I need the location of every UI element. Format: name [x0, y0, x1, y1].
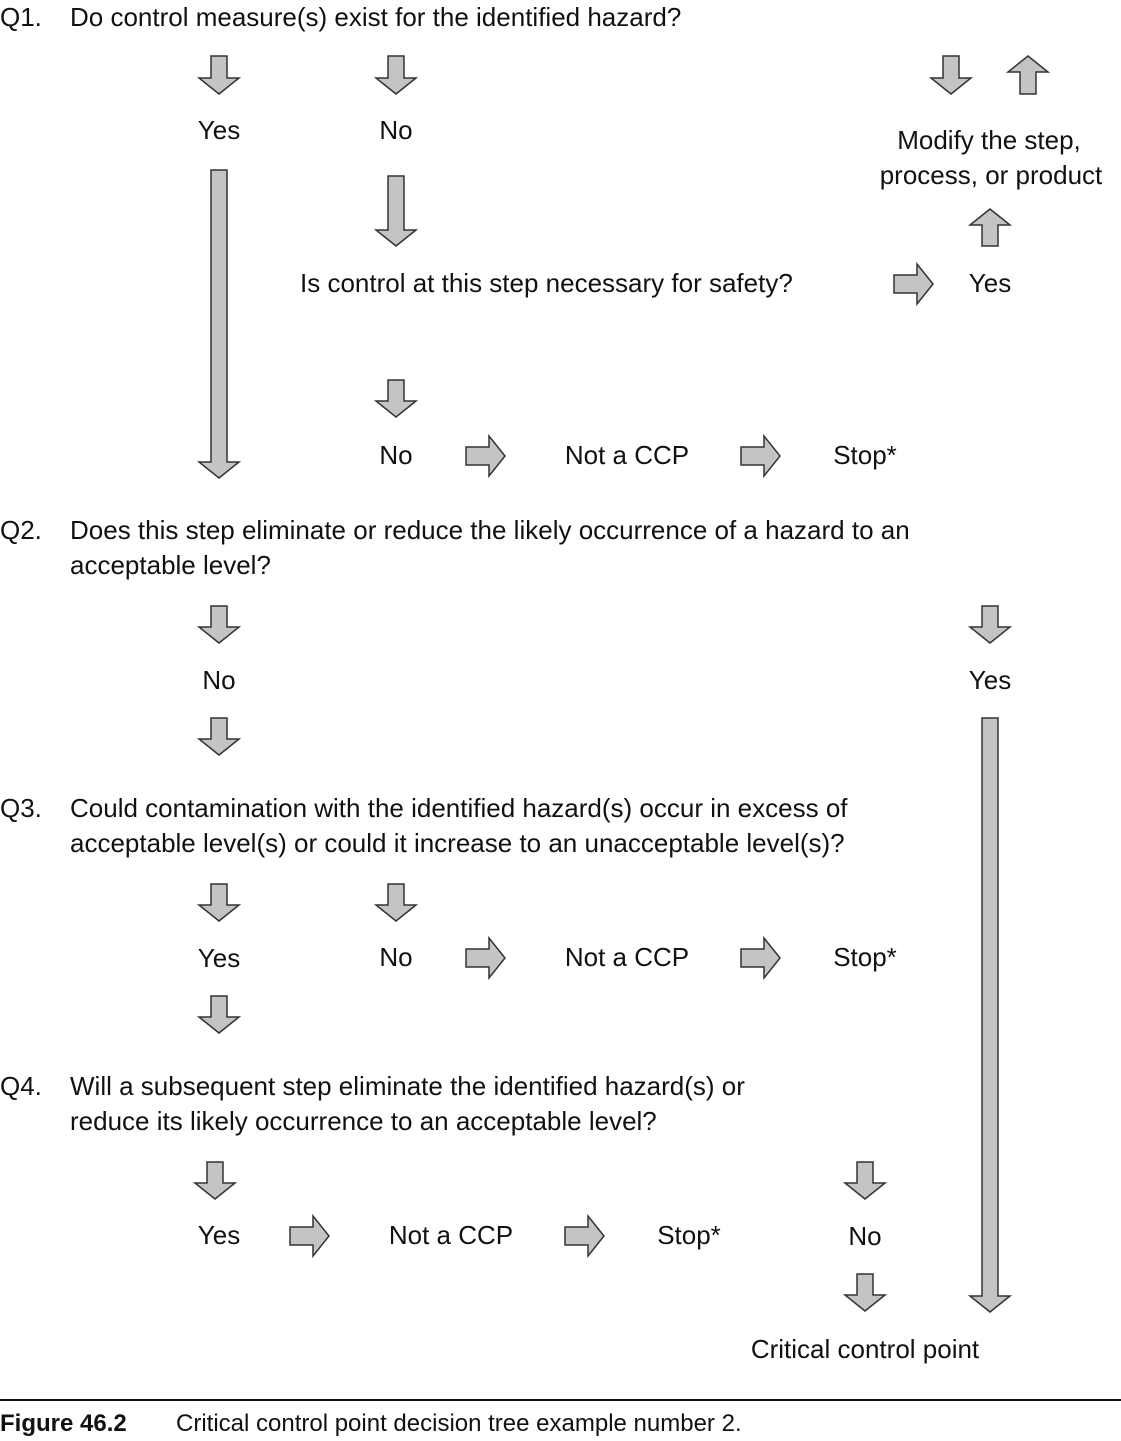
q2-label: Q2. — [0, 515, 42, 545]
down-arrow-q1-no — [376, 56, 416, 94]
right-arrow-to-not-ccp-2 — [466, 938, 505, 978]
down-arrow-q4-yes — [195, 1162, 235, 1199]
q4-no-label: No — [848, 1221, 882, 1251]
q2-no-label: No — [202, 665, 236, 695]
safety-yes-label: Yes — [968, 268, 1012, 298]
down-arrow-q2-yes — [970, 606, 1010, 643]
down-arrow-to-safety-question — [376, 176, 416, 246]
long-down-arrow-yes-to-q2 — [199, 170, 239, 478]
down-arrow-q1-yes — [199, 56, 239, 94]
down-arrow-q2-no — [199, 718, 239, 755]
right-arrow-to-stop-3 — [565, 1216, 604, 1256]
down-arrow-modify — [931, 56, 971, 94]
q3-text-line1: Could contamination with the identified hazard(s) occur in excess of — [70, 793, 848, 823]
q4-text-line2: reduce its likely occurrence to an acceptable level? — [70, 1106, 657, 1136]
up-arrow-modify — [1008, 56, 1048, 94]
down-arrow-q2 — [199, 606, 239, 643]
down-arrow-q3-yes — [199, 884, 239, 921]
q1-yes-label: Yes — [197, 115, 241, 145]
right-arrow-to-not-ccp-3 — [290, 1216, 329, 1256]
modify-text-line2: process, or product — [879, 160, 1103, 190]
right-arrow-to-stop-2 — [741, 938, 780, 978]
q1-no-label: No — [379, 115, 413, 145]
q4-not-ccp-label: Not a CCP — [388, 1220, 514, 1250]
figure-caption: Critical control point decision tree example number 2. — [176, 1410, 742, 1437]
q3-text-line2: acceptable level(s) or could it increase to an unacceptable level(s)? — [70, 828, 845, 858]
q3-stop-label: Stop* — [833, 942, 897, 972]
q4-label: Q4. — [0, 1071, 42, 1101]
caption-rule — [0, 1399, 1121, 1401]
q4-yes-label: Yes — [197, 1220, 241, 1250]
q4-text-line1: Will a subsequent step eliminate the identified hazard(s) or — [70, 1071, 745, 1101]
safety-question: Is control at this step necessary for safety? — [300, 268, 793, 298]
down-arrow-q4-no — [845, 1162, 885, 1199]
stop-label: Stop* — [833, 440, 897, 470]
q2-text-line1: Does this step eliminate or reduce the likely occurrence of a hazard to an — [70, 515, 910, 545]
q1-label: Q1. — [0, 2, 42, 32]
figure-label: Figure 46.2 — [0, 1410, 127, 1437]
not-ccp-label: Not a CCP — [564, 440, 690, 470]
down-arrow-to-ccp — [845, 1274, 885, 1311]
up-arrow-yes-to-modify — [970, 209, 1010, 246]
ccp-result-label: Critical control point — [750, 1334, 980, 1364]
right-arrow-to-not-ccp-1 — [466, 436, 505, 476]
down-arrow-q3-no — [376, 884, 416, 921]
q4-stop-label: Stop* — [657, 1220, 721, 1250]
q3-yes-label: Yes — [197, 943, 241, 973]
right-arrow-safety-yes — [894, 264, 933, 304]
modify-text-line1: Modify the step, — [897, 125, 1081, 155]
right-arrow-to-stop-1 — [741, 436, 780, 476]
q1-text: Do control measure(s) exist for the identified hazard? — [70, 2, 682, 32]
q2-text-line2: acceptable level? — [70, 550, 271, 580]
down-arrow-safety-no — [376, 380, 416, 417]
long-down-arrow-to-ccp — [970, 718, 1010, 1312]
q3-label: Q3. — [0, 793, 42, 823]
q2-yes-label: Yes — [968, 665, 1012, 695]
down-arrow-q3-yes-to-q4 — [199, 996, 239, 1033]
safety-no-label: No — [379, 440, 413, 470]
q3-no-label: No — [379, 942, 413, 972]
q3-not-ccp-label: Not a CCP — [564, 942, 690, 972]
